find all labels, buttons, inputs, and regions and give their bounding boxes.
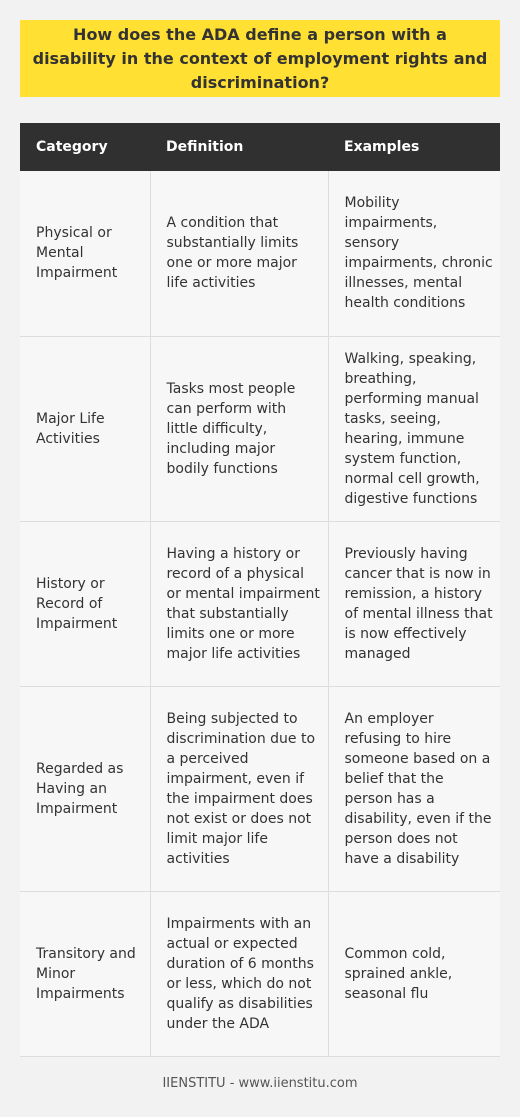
table-row — [20, 891, 500, 1056]
cell-examples: An employer refusing to hire someone based on a belief that the person has a disability, even if the person does not have a disability — [328, 686, 500, 891]
cell-category: Regarded as Having an Impairment — [20, 686, 150, 891]
cell-examples: Common cold, sprained ankle, seasonal flu — [328, 891, 500, 1056]
table-row — [20, 521, 500, 686]
cell-definition: Being subjected to discrimination due to a perceived impairment, even if the impairment does not exist or does not limit major life activities — [150, 686, 328, 891]
cell-examples: Previously having cancer that is now in remission, a history of mental illness that is now effectively managed — [328, 521, 500, 686]
cell-examples: Walking, speaking, breathing, performing manual tasks, seeing, hearing, immune system function, normal cell growth, digestive functions — [328, 336, 500, 521]
title-banner — [20, 20, 500, 97]
header-examples: Examples — [328, 123, 500, 171]
header-category: Category — [20, 123, 150, 171]
header-definition: Definition — [150, 123, 328, 171]
table-row — [20, 686, 500, 891]
cell-definition: Tasks most people can perform with little difficulty, including major bodily functions — [150, 336, 328, 521]
page-title: How does the ADA define a person with a disability in the context of employment rights and discrimination? — [32, 24, 488, 92]
cell-category: Major Life Activities — [20, 336, 150, 521]
cell-category: Physical or Mental Impairment — [20, 171, 150, 336]
cell-category: History or Record of Impairment — [20, 521, 150, 686]
cell-definition: Impairments with an actual or expected duration of 6 months or less, which do not qualify as disabilities under the ADA — [150, 891, 328, 1056]
cell-definition: A condition that substantially limits one or more major life activities — [150, 171, 328, 336]
cell-definition: Having a history or record of a physical or mental impairment that substantially limits one or more major life activities — [150, 521, 328, 686]
table-row — [20, 336, 500, 521]
cell-category: Transitory and Minor Impairments — [20, 891, 150, 1056]
cell-examples: Mobility impairments, sensory impairments, chronic illnesses, mental health conditions — [328, 171, 500, 336]
ada-definitions-table — [20, 123, 500, 1057]
table-row — [20, 171, 500, 336]
table-header-row — [20, 123, 500, 171]
footer-credit: IIENSTITU - www.iienstitu.com — [162, 1076, 358, 1091]
